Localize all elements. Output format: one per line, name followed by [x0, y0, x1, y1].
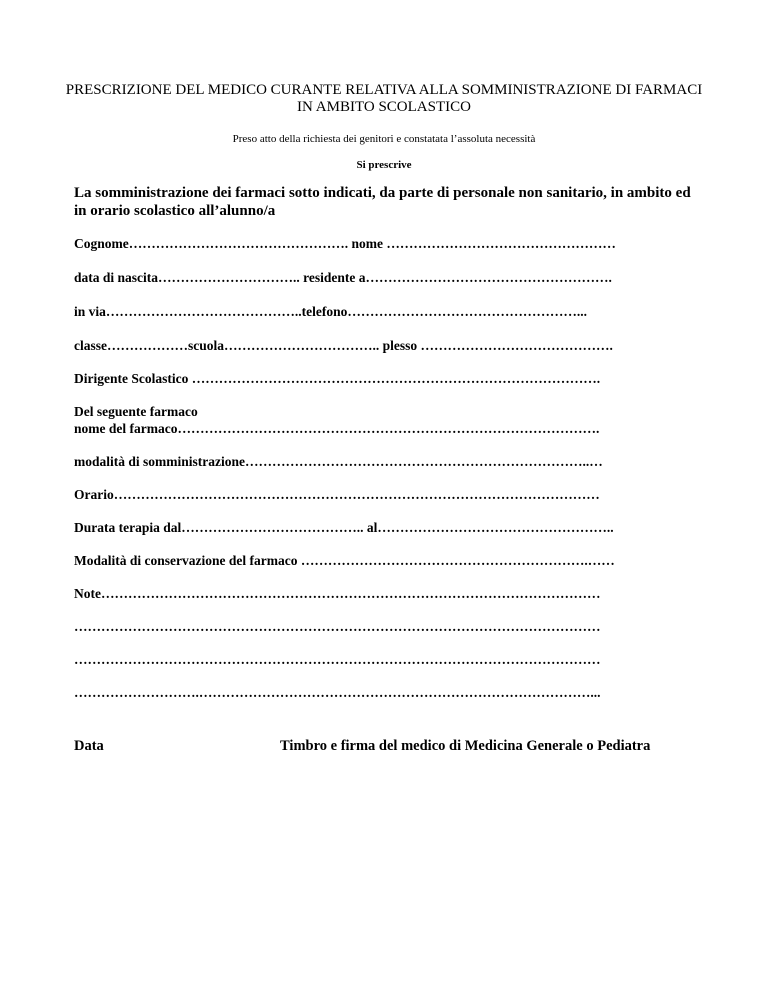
document-title: PRESCRIZIONE DEL MEDICO CURANTE RELATIVA ALLA SOMMINISTRAZIONE DI FARMACI IN AMBITO SCOLASTICO — [65, 82, 703, 115]
notes-field[interactable]: Note………………………………………………………………………………………………… — [74, 586, 601, 601]
date-label: Data — [74, 738, 104, 754]
therapy-duration-field[interactable]: Durata terapia dal………………………………….. al…………………………………………….. — [74, 520, 614, 535]
notes-line[interactable]: ……………………….……………………………………………………………………………... — [74, 685, 601, 700]
notes-line[interactable]: ……………………………………………………………………………………………………… — [74, 619, 601, 634]
signature-row — [74, 737, 704, 755]
administration-mode-field[interactable]: modalità di somministrazione…………………………………………………………………..… — [74, 454, 603, 469]
intro-text: Preso atto della richiesta dei genitori e constatata l’assoluta necessità — [232, 133, 536, 145]
storage-mode-field[interactable]: Modalità di conservazione del farmaco ……………………………………………………….…… — [74, 553, 615, 568]
class-school-field[interactable]: classe………………scuola…………………………….. plesso ……………………………………. — [74, 338, 613, 353]
birth-residence-field[interactable]: data di nascita………………………….. residente a………………………………………………. — [74, 270, 612, 285]
prescribe-heading: Si prescrive — [356, 159, 412, 171]
doctor-signature-label: Timbro e firma del medico di Medicina Generale o Pediatra — [280, 738, 651, 754]
drug-name-field[interactable]: nome del farmaco…………………………………………………………………………………. — [74, 421, 600, 436]
notes-line[interactable]: ……………………………………………………………………………………………………… — [74, 652, 601, 667]
drug-section-heading: Del seguente farmaco — [74, 404, 198, 419]
address-phone-field[interactable]: in via……………………………………..telefono……………………………………………... — [74, 304, 587, 319]
surname-name-field[interactable]: Cognome…………………………………………. nome …………………………………………… — [74, 236, 616, 251]
schedule-field[interactable]: Orario……………………………………………………………………………………………… — [74, 487, 600, 502]
principal-field[interactable]: Dirigente Scolastico ………………………………………………………………………………. — [74, 371, 601, 386]
lead-paragraph: La somministrazione dei farmaci sotto indicati, da parte di personale non sanitario, in ambito ed in orario scolastico all’alunno/a — [74, 185, 691, 219]
